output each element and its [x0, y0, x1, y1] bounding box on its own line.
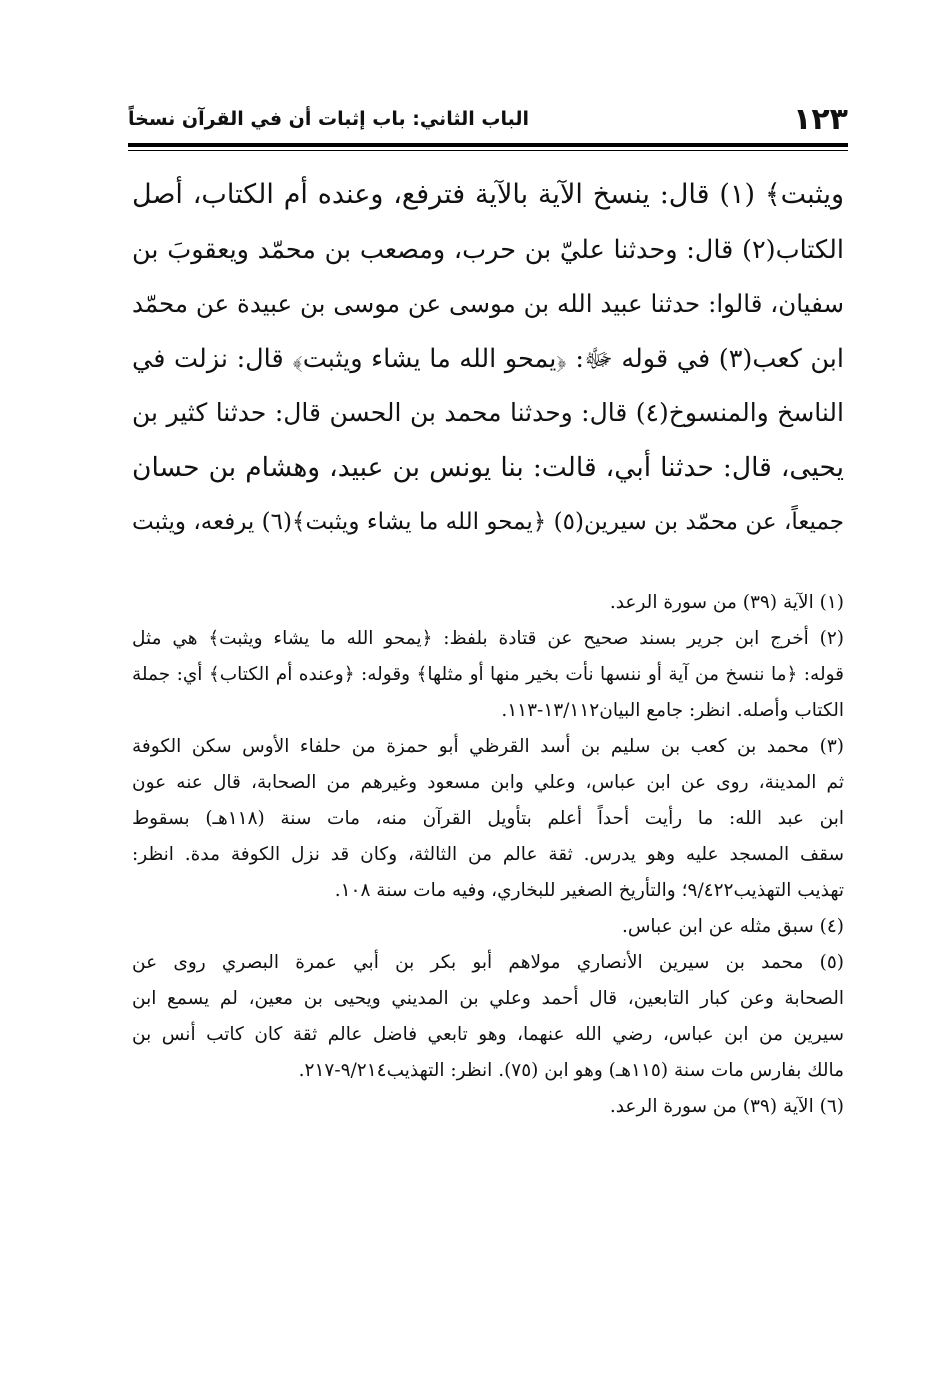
footnote-line: الصحابة وعن كبار التابعين، قال أحمد وعلي بن المديني ويحيى بن معين، لم يسمع ابن: [132, 988, 844, 1009]
main-text-line: ابن كعب(٣) في قوله ﷻ: ﴿يمحو الله ما يشاء ويثبت﴾ قال: نزلت في: [132, 343, 844, 374]
main-text-line: ويثبت﴾ (١) قال: ينسخ الآية بالآية فترفع، وعنده أم الكتاب، أصل: [132, 179, 845, 210]
footnote-line: (٥) محمد بن سيرين الأنصاري مولاهم أبو بكر بن أبي عمرة البصري روى عن: [132, 952, 844, 973]
page-header: [128, 96, 848, 146]
footnote-line: ثم المدينة، روى عن ابن عباس، وعلي وابن مسعود وغيرهم من الصحابة، قال عنه عون: [132, 772, 844, 793]
footnote-line: (٣) محمد بن كعب بن سليم بن أسد القرظي أبو حمزة من حلفاء الأوس سكن الكوفة: [132, 736, 844, 757]
footnote-line: (٤) سبق مثله عن ابن عباس.: [621, 916, 844, 937]
footnote-line: (٢) أخرج ابن جرير بسند صحيح عن قتادة بلفظ: ﴿يمحو الله ما يشاء ويثبت﴾ هي مثل: [132, 628, 844, 649]
footnote-5: [132, 945, 844, 1089]
footnote-line: قوله: ﴿ما ننسخ من آية أو ننسها نأت بخير منها أو مثلها﴾ وقوله: ﴿وعنده أم الكتاب﴾ أي: جملة: [132, 664, 844, 685]
footnote-2: [132, 621, 844, 729]
header-rule-thick: [128, 143, 848, 147]
footnote-6: [132, 1089, 844, 1125]
header-rule-thin: [128, 150, 848, 151]
footnote-3: [132, 729, 844, 909]
footnote-line: تهذيب التهذيب٩/٤٢٢؛ والتأريخ الصغير للبخاري، وفيه مات سنة ١٠٨.: [334, 880, 844, 901]
footnote-line: (١) الآية (٣٩) من سورة الرعد.: [609, 592, 844, 613]
footnotes: [132, 585, 844, 1125]
footnote-line: سقف المسجد عليه وهو يدرس. ثقة عالم من الثالثة، وكان قد نزل الكوفة مدة. انظر:: [132, 844, 844, 865]
footnote-line: مالك بفارس مات سنة (١١٥هـ) وهو ابن (٧٥). انظر: التهذيب٩/٢١٤-٢١٧.: [298, 1060, 844, 1081]
footnote-1: [132, 585, 844, 621]
footnote-line: (٦) الآية (٣٩) من سورة الرعد.: [609, 1096, 844, 1117]
main-text-line: جميعاً، عن محمّد بن سيرين(٥) ﴿يمحو الله ما يشاء ويثبت﴾(٦) يرفعه، ويثبت: [132, 509, 844, 535]
main-text: [132, 168, 844, 550]
page-number: ١٢٣: [793, 102, 848, 137]
footnote-line: ابن عبد الله: ما رأيت أحداً أعلم بتأويل القرآن منه، مات سنة (١١٨هـ) بسقوط: [132, 808, 844, 829]
main-text-line: الكتاب(٢) قال: وحدثنا عليّ بن حرب، ومصعب بن محمّد ويعقوبَ بن: [132, 234, 844, 265]
main-text-line: سفيان، قالوا: حدثنا عبيد الله بن موسى عن موسى بن عبيدة عن محمّد: [132, 289, 844, 318]
running-title: الباب الثاني: باب إثبات أن في القرآن نسخاً: [128, 108, 529, 130]
footnote-line: الكتاب وأصله. انظر: جامع البيان١٣/١١٢-١١٣.: [501, 700, 844, 721]
footnote-line: سيرين من ابن عباس، رضي الله عنهما، وهو تابعي فاضل عالم ثقة كان كاتب أنس بن: [132, 1024, 844, 1045]
main-text-line: الناسخ والمنسوخ(٤) قال: وحدثنا محمد بن الحسن قال: حدثنا كثير بن: [132, 398, 844, 427]
main-text-line: يحيى، قال: حدثنا أبي، قالت: بنا يونس بن عبيد، وهشام بن حسان: [132, 451, 844, 483]
footnote-4: [132, 909, 844, 945]
